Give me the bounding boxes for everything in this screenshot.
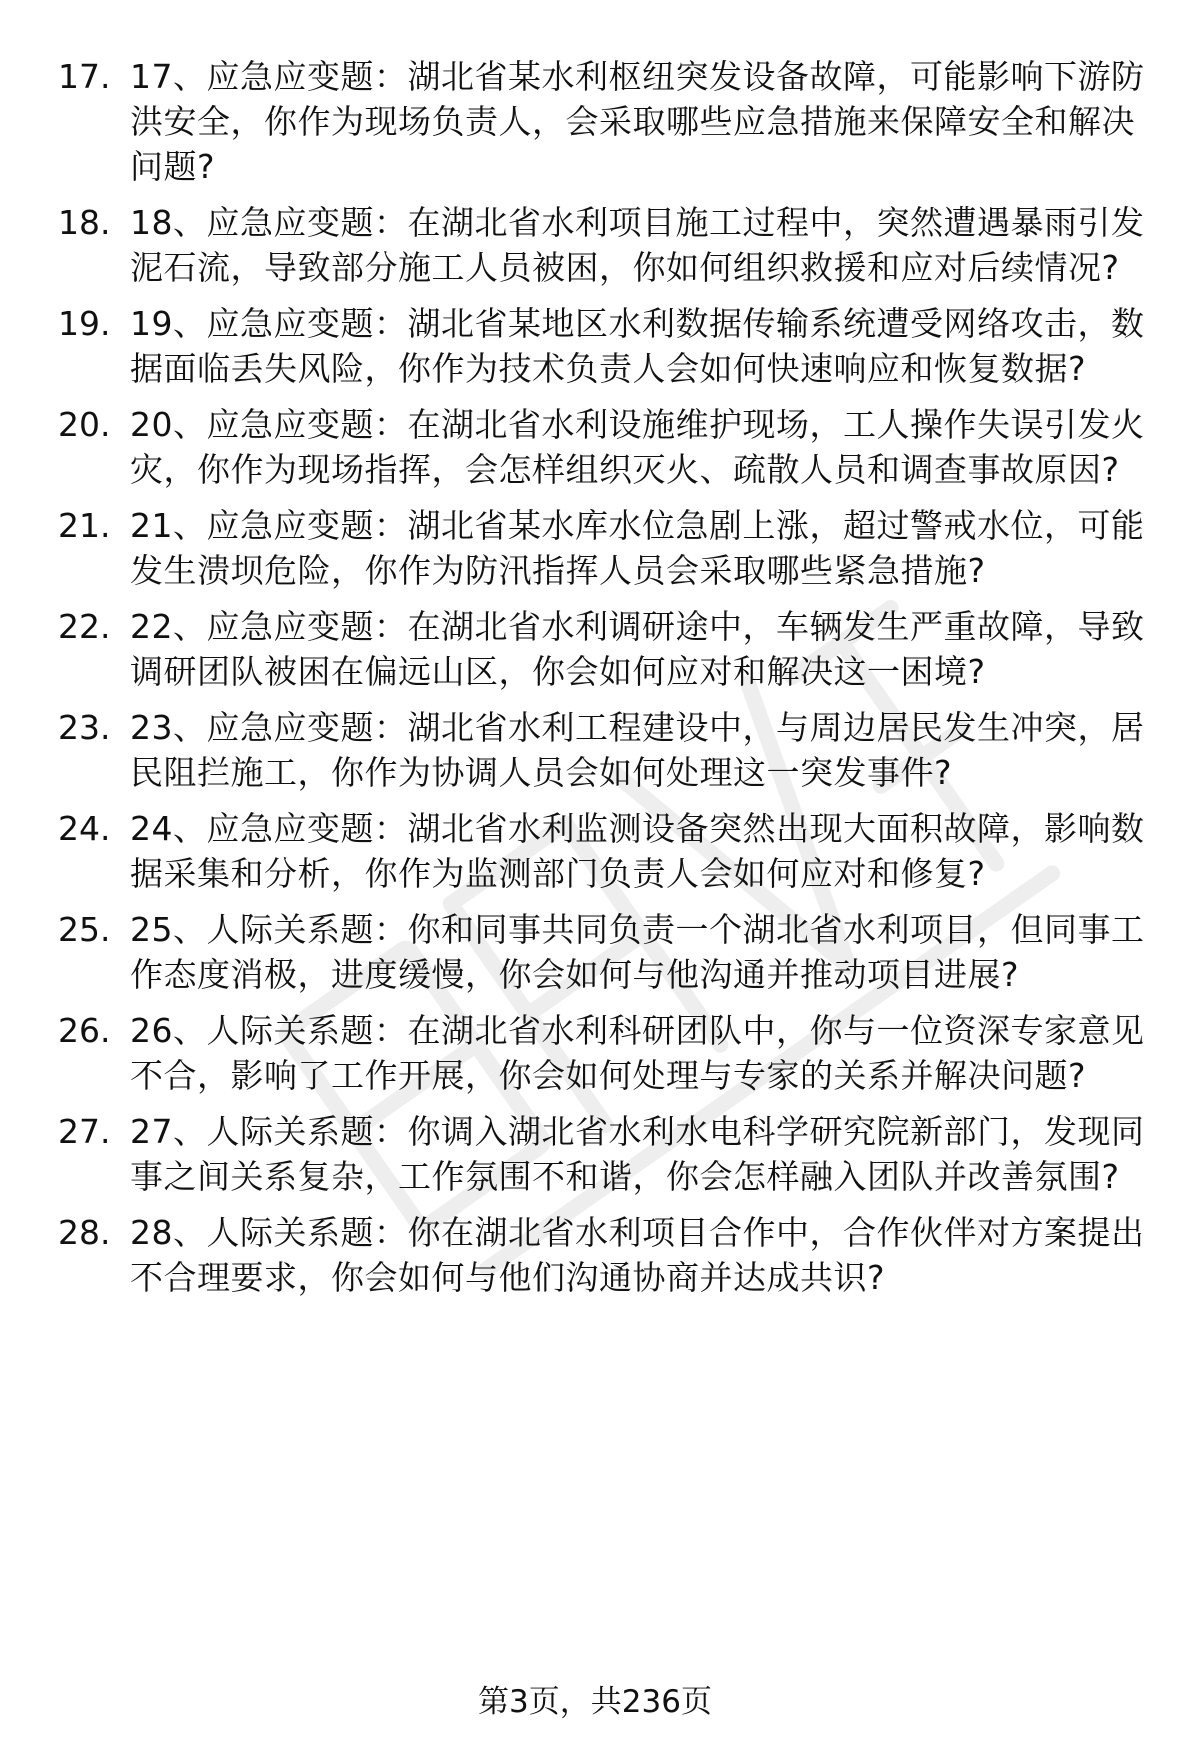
question-number: 19. <box>58 304 111 343</box>
question-number: 22. <box>58 607 111 646</box>
question-number: 18. <box>58 203 111 242</box>
question-text: 17、应急应变题：湖北省某水利枢纽突发设备故障，可能影响下游防洪安全，你作为现场负责人，会采取哪些应急措施来保障安全和解决问题? <box>130 57 1145 186</box>
question-number: 28. <box>58 1213 111 1252</box>
question-number: 26. <box>58 1011 111 1050</box>
question-number: 27. <box>58 1112 111 1151</box>
question-text: 24、应急应变题：湖北省水利监测设备突然出现大面积故障，影响数据采集和分析，你作为监测部门负责人会如何应对和修复? <box>130 809 1145 893</box>
list-item <box>58 503 1158 593</box>
question-text: 19、应急应变题：湖北省某地区水利数据传输系统遭受网络攻击，数据面临丢失风险，你作为技术负责人会如何快速响应和恢复数据? <box>130 304 1145 388</box>
list-item <box>58 1109 1158 1199</box>
list-item <box>58 806 1158 896</box>
question-number: 21. <box>58 506 111 545</box>
question-text: 28、人际关系题：你在湖北省水利项目合作中，合作伙伴对方案提出不合理要求，你会如何与他们沟通协商并达成共识? <box>130 1213 1145 1297</box>
question-list <box>58 54 1158 1311</box>
list-item <box>58 301 1158 391</box>
question-number: 17. <box>58 57 111 96</box>
list-item <box>58 1008 1158 1098</box>
question-text: 25、人际关系题：你和同事共同负责一个湖北省水利项目，但同事工作态度消极，进度缓慢，你会如何与他沟通并推动项目进展? <box>130 910 1145 994</box>
question-text: 26、人际关系题：在湖北省水利科研团队中，你与一位资深专家意见不合，影响了工作开展，你会如何处理与专家的关系并解决问题? <box>130 1011 1145 1095</box>
question-text: 23、应急应变题：湖北省水利工程建设中，与周边居民发生冲突，居民阻拦施工，你作为协调人员会如何处理这一突发事件? <box>130 708 1145 792</box>
question-number: 25. <box>58 910 111 949</box>
page-footer: 第3页，共236页 <box>478 1684 712 1720</box>
list-item <box>58 54 1158 189</box>
list-item <box>58 402 1158 492</box>
question-text: 22、应急应变题：在湖北省水利调研途中，车辆发生严重故障，导致调研团队被困在偏远山区，你会如何应对和解决这一困境? <box>130 607 1145 691</box>
list-item <box>58 200 1158 290</box>
question-text: 20、应急应变题：在湖北省水利设施维护现场，工人操作失误引发火灾，你作为现场指挥，会怎样组织灭火、疏散人员和调查事故原因? <box>130 405 1145 489</box>
question-number: 20. <box>58 405 111 444</box>
question-text: 27、人际关系题：你调入湖北省水利水电科学研究院新部门，发现同事之间关系复杂，工作氛围不和谐，你会怎样融入团队并改善氛围? <box>130 1112 1145 1196</box>
list-item <box>58 1210 1158 1300</box>
question-text: 21、应急应变题：湖北省某水库水位急剧上涨，超过警戒水位，可能发生溃坝危险，你作为防汛指挥人员会采取哪些紧急措施? <box>130 506 1145 590</box>
question-number: 24. <box>58 809 111 848</box>
question-number: 23. <box>58 708 111 747</box>
list-item <box>58 705 1158 795</box>
list-item <box>58 907 1158 997</box>
question-text: 18、应急应变题：在湖北省水利项目施工过程中，突然遭遇暴雨引发泥石流，导致部分施工人员被困，你如何组织救援和应对后续情况? <box>130 203 1145 287</box>
list-item <box>58 604 1158 694</box>
